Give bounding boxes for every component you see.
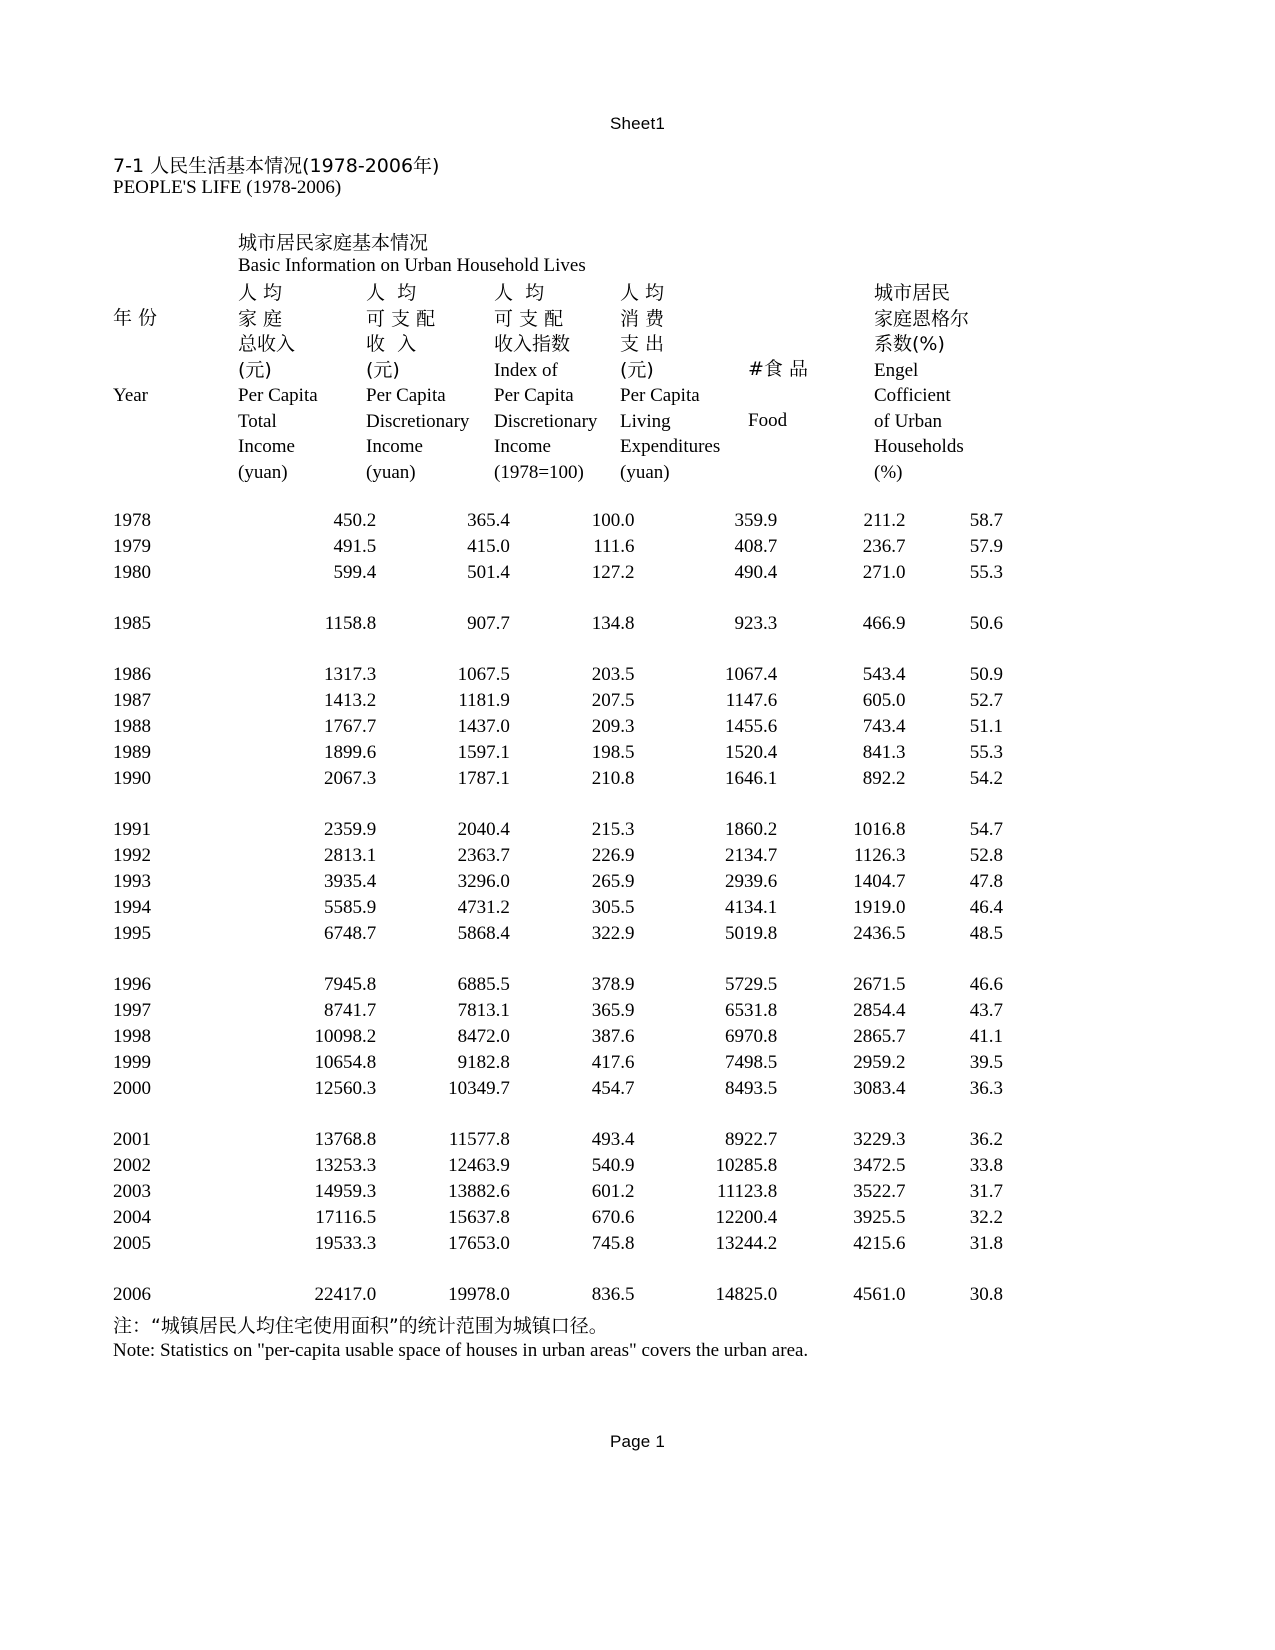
column-header-discretionary-income-cn-2: 可 支 配 [366, 307, 436, 330]
column-header-discretionary-index-cn-2: 可 支 配 [494, 307, 564, 330]
table-cell-exp: 7498.5 [725, 1052, 778, 1073]
column-header-engel-en-4: Households [874, 436, 964, 457]
table-cell-year: 1990 [113, 768, 151, 789]
table-cell-year: 1989 [113, 742, 151, 763]
table-cell-year: 1987 [113, 690, 151, 711]
table-cell-engel: 31.7 [969, 1181, 1003, 1202]
table-cell-year: 1995 [113, 923, 151, 944]
table-cell-disp: 501.4 [467, 562, 510, 583]
spacer-cell [113, 1257, 1003, 1282]
column-header-living-expenditures-en-3: Expenditures [620, 436, 721, 457]
table-cell-total: 10098.2 [314, 1026, 377, 1047]
table-cell-idx: 745.8 [591, 1233, 635, 1254]
column-header-discretionary-index-en-5: (1978=100) [494, 461, 584, 483]
column-header-discretionary-income-en-1: Per Capita [366, 385, 446, 406]
column-header-year [113, 306, 157, 408]
table-row [113, 1179, 1003, 1205]
table-cell-year: 2004 [113, 1207, 151, 1228]
table-cell-year: 1985 [113, 613, 151, 634]
table-cell-idx: 454.7 [591, 1078, 635, 1099]
table-cell-year: 2000 [113, 1078, 151, 1099]
column-header-living-expenditures-cn-2: 消 费 [620, 307, 665, 330]
table-cell-disp: 12463.9 [448, 1155, 510, 1176]
table-cell-total: 12560.3 [314, 1078, 377, 1099]
column-header-discretionary-index-en-3: Discretionary [494, 410, 598, 432]
column-header-engel-en-2: Cofficient [874, 385, 951, 406]
table-cell-disp: 1787.1 [457, 768, 510, 789]
table-cell-idx: 203.5 [591, 664, 635, 685]
table-row [113, 1231, 1003, 1257]
table-cell-exp: 4134.1 [725, 897, 778, 918]
column-header-engel-en-5: (%) [874, 461, 903, 483]
table-cell-food: 1016.8 [853, 819, 906, 840]
table-cell-food: 2854.4 [853, 1000, 906, 1021]
table-cell-year: 1996 [113, 974, 151, 995]
table-cell-idx: 540.9 [591, 1155, 635, 1176]
table-cell-idx: 111.6 [593, 536, 635, 557]
table-cell-engel: 39.5 [969, 1052, 1003, 1073]
table-cell-total: 599.4 [333, 562, 377, 583]
table-cell-engel: 52.7 [969, 690, 1003, 711]
table-cell-idx: 836.5 [591, 1284, 635, 1305]
table-cell-engel: 52.8 [969, 845, 1003, 866]
table-cell-food: 1919.0 [853, 897, 906, 918]
table-cell-exp: 5019.8 [725, 923, 778, 944]
table-cell-total: 3935.4 [324, 871, 377, 892]
table-cell-total: 450.2 [333, 510, 377, 531]
table-cell-total: 13768.8 [314, 1129, 377, 1150]
table-row [113, 534, 1003, 560]
table-cell-idx: 209.3 [591, 716, 635, 737]
table-cell-food: 2865.7 [853, 1026, 906, 1047]
column-header-total-income-en-2: Total [238, 410, 277, 432]
table-cell-idx: 670.6 [591, 1207, 635, 1228]
table-cell-food: 3083.4 [853, 1078, 906, 1099]
table-cell-disp: 365.4 [467, 510, 510, 531]
table-cell-engel: 58.7 [969, 510, 1003, 531]
table-cell-exp: 8493.5 [725, 1078, 778, 1099]
column-header-discretionary-index [494, 281, 597, 485]
table-cell-total: 2813.1 [324, 845, 377, 866]
table-cell-total: 17116.5 [315, 1207, 377, 1228]
table-body [113, 508, 1003, 1308]
table-cell-food: 236.7 [862, 536, 906, 557]
column-header-year-en: Year [113, 384, 149, 406]
table-cell-engel: 55.3 [969, 742, 1003, 763]
table-cell-disp: 7813.1 [457, 1000, 510, 1021]
spacer-cell [113, 1102, 1003, 1127]
column-header-discretionary-index-en-1: Index of [494, 359, 558, 381]
table-cell-food: 4215.6 [853, 1233, 906, 1254]
table-cell-exp: 2939.6 [725, 871, 778, 892]
table-cell-food: 2671.5 [853, 974, 906, 995]
table-cell-total: 13253.3 [314, 1155, 377, 1176]
table-cell-exp: 5729.5 [725, 974, 778, 995]
column-header-engel-cn-2: 家庭恩格尔 [874, 307, 970, 330]
table-cell-total: 1317.3 [324, 664, 377, 685]
table-cell-year: 1998 [113, 1026, 151, 1047]
table-cell-exp: 6970.8 [725, 1026, 778, 1047]
column-header-living-expenditures-cn-3: 支 出 [620, 333, 665, 355]
table-cell-engel: 50.6 [969, 613, 1003, 634]
table-cell-idx: 134.8 [591, 613, 635, 634]
table-cell-disp: 19978.0 [448, 1284, 510, 1305]
table-cell-exp: 10285.8 [715, 1155, 778, 1176]
table-row [113, 508, 1003, 534]
table-cell-year: 1988 [113, 716, 151, 737]
table-cell-engel: 46.4 [969, 897, 1003, 918]
column-header-discretionary-income [366, 281, 469, 485]
table-cell-idx: 601.2 [591, 1181, 635, 1202]
table-cell-disp: 5868.4 [457, 923, 510, 944]
table-cell-engel: 41.1 [969, 1026, 1003, 1047]
table-cell-idx: 378.9 [591, 974, 635, 995]
table-row [113, 843, 1003, 869]
table-row [113, 766, 1003, 792]
column-header-total-income-cn-4: (元) [238, 358, 272, 381]
table-cell-exp: 923.3 [734, 613, 778, 634]
table-cell-disp: 415.0 [467, 536, 510, 557]
column-header-living-expenditures-en-4: (yuan) [620, 461, 670, 483]
table-cell-total: 7945.8 [324, 974, 377, 995]
table-cell-idx: 305.5 [591, 897, 635, 918]
table-cell-disp: 9182.8 [457, 1052, 510, 1073]
table-row [113, 662, 1003, 688]
table-cell-disp: 11577.8 [448, 1129, 510, 1150]
table-row [113, 1153, 1003, 1179]
table-cell-food: 743.4 [862, 716, 906, 737]
table-cell-engel: 32.2 [969, 1207, 1003, 1228]
table-cell-engel: 33.8 [969, 1155, 1003, 1176]
table-row [113, 869, 1003, 895]
table-cell-year: 2006 [113, 1284, 151, 1305]
table-cell-total: 22417.0 [314, 1284, 377, 1305]
table-cell-exp: 359.9 [734, 510, 778, 531]
table-cell-disp: 17653.0 [448, 1233, 510, 1254]
column-header-discretionary-income-en-2: Discretionary [366, 410, 470, 432]
spacer [113, 357, 157, 383]
column-header-food-en: Food [748, 410, 788, 431]
table-cell-food: 543.4 [862, 664, 906, 685]
table-cell-engel: 47.8 [969, 871, 1003, 892]
table-cell-exp: 2134.7 [725, 845, 778, 866]
table-cell-exp: 14825.0 [715, 1284, 778, 1305]
table-cell-total: 14959.3 [314, 1181, 377, 1202]
table-cell-food: 3522.7 [853, 1181, 906, 1202]
table-cell-idx: 387.6 [591, 1026, 635, 1047]
group-heading-english: Basic Information on Urban Household Lives [238, 255, 586, 276]
table-cell-exp: 1860.2 [725, 819, 778, 840]
column-header-year-cn: 年 份 [113, 307, 158, 329]
table-cell-year: 2001 [113, 1129, 151, 1150]
column-header-engel-en-1: Engel [874, 359, 919, 381]
table-cell-total: 491.5 [333, 536, 377, 557]
table-row [113, 688, 1003, 714]
group-heading-chinese: 城市居民家庭基本情况 [238, 232, 429, 254]
table-cell-total: 2067.3 [324, 768, 377, 789]
spacer-cell [113, 947, 1003, 972]
table-cell-year: 2003 [113, 1181, 151, 1202]
table-cell-food: 2959.2 [853, 1052, 906, 1073]
table-cell-idx: 215.3 [591, 819, 635, 840]
table-cell-engel: 55.3 [969, 562, 1003, 583]
sheet-name-header: Sheet1 [609, 114, 666, 133]
table-cell-year: 2002 [113, 1155, 151, 1176]
table-cell-food: 4561.0 [853, 1284, 906, 1305]
table-cell-idx: 207.5 [591, 690, 635, 711]
page-number-footer: Page 1 [609, 1432, 666, 1451]
table-cell-disp: 8472.0 [457, 1026, 510, 1047]
table-row [113, 972, 1003, 998]
column-header-total-income-en-3: Income [238, 436, 295, 457]
table-cell-total: 19533.3 [314, 1233, 377, 1254]
table-cell-engel: 46.6 [969, 974, 1003, 995]
table-cell-food: 271.0 [862, 562, 906, 583]
table-cell-disp: 1181.9 [458, 690, 510, 711]
table-row [113, 895, 1003, 921]
table-cell-idx: 226.9 [591, 845, 635, 866]
note-english: Note: Statistics on "per-capita usable space of houses in urban areas" covers the urban area. [113, 1340, 809, 1361]
table-cell-food: 841.3 [862, 742, 906, 763]
table-row [113, 998, 1003, 1024]
table-cell-exp: 11123.8 [716, 1181, 778, 1202]
column-header-engel-cn-3: 系数(%) [874, 333, 945, 355]
table-title-english: PEOPLE'S LIFE (1978-2006) [113, 177, 342, 198]
table-cell-engel: 51.1 [969, 716, 1003, 737]
table-cell-disp: 10349.7 [448, 1078, 510, 1099]
table-cell-disp: 907.7 [467, 613, 510, 634]
column-header-discretionary-income-cn-3: 收 入 [366, 333, 417, 355]
table-cell-disp: 13882.6 [448, 1181, 510, 1202]
table-cell-year: 1994 [113, 897, 151, 918]
column-header-engel-coefficient [874, 281, 969, 485]
table-cell-idx: 100.0 [591, 510, 635, 531]
table-cell-exp: 12200.4 [715, 1207, 778, 1228]
table-cell-food: 466.9 [862, 613, 906, 634]
table-cell-exp: 1067.4 [725, 664, 778, 685]
table-cell-disp: 15637.8 [448, 1207, 510, 1228]
column-header-discretionary-index-en-2: Per Capita [494, 385, 574, 406]
table-cell-idx: 210.8 [591, 768, 635, 789]
note-chinese: 注：“城镇居民人均住宅使用面积”的统计范围为城镇口径。 [113, 1315, 608, 1337]
table-row [113, 611, 1003, 637]
table-cell-total: 1767.7 [324, 716, 377, 737]
table-cell-food: 3229.3 [853, 1129, 906, 1150]
spacer-cell [113, 792, 1003, 817]
table-cell-food: 211.2 [863, 510, 906, 531]
column-header-living-expenditures-cn-4: (元) [620, 358, 654, 381]
table-row [113, 740, 1003, 766]
table-cell-engel: 43.7 [969, 1000, 1003, 1021]
column-header-total-income-cn-2: 家 庭 [238, 307, 283, 330]
table-cell-year: 1997 [113, 1000, 151, 1021]
table-cell-disp: 1437.0 [457, 716, 510, 737]
table-row [113, 1076, 1003, 1102]
table-cell-year: 1993 [113, 871, 151, 892]
column-header-discretionary-income-en-4: (yuan) [366, 461, 416, 483]
table-cell-disp: 4731.2 [457, 897, 510, 918]
peoples-life-data-table [113, 508, 1003, 1308]
table-cell-total: 1899.6 [324, 742, 377, 763]
table-row-spacer [113, 947, 1003, 972]
table-row [113, 1050, 1003, 1076]
table-cell-idx: 265.9 [591, 871, 635, 892]
table-cell-engel: 50.9 [969, 664, 1003, 685]
table-cell-year: 1992 [113, 845, 151, 866]
table-cell-food: 892.2 [862, 768, 906, 789]
spacer-cell [113, 637, 1003, 662]
column-header-engel-en-3: of Urban [874, 410, 943, 432]
column-header-total-income-en-1: Per Capita [238, 385, 318, 406]
table-row [113, 1282, 1003, 1308]
table-row [113, 1127, 1003, 1153]
table-cell-exp: 1520.4 [725, 742, 778, 763]
table-cell-idx: 493.4 [591, 1129, 635, 1150]
table-cell-total: 1413.2 [324, 690, 377, 711]
table-cell-idx: 365.9 [591, 1000, 635, 1021]
table-cell-total: 10654.8 [314, 1052, 377, 1073]
table-cell-engel: 36.2 [969, 1129, 1003, 1150]
table-cell-year: 1978 [113, 510, 151, 531]
column-header-living-expenditures-en-2: Living [620, 410, 671, 432]
column-header-living-expenditures [620, 281, 720, 485]
column-header-total-income-en-4: (yuan) [238, 461, 288, 483]
table-cell-engel: 54.2 [969, 768, 1003, 789]
table-row [113, 560, 1003, 586]
table-cell-year: 2005 [113, 1233, 151, 1254]
column-header-discretionary-income-cn-4: (元) [366, 358, 400, 381]
column-header-discretionary-index-cn-1: 人 均 [494, 282, 545, 304]
table-cell-total: 6748.7 [324, 923, 377, 944]
table-cell-disp: 2363.7 [457, 845, 510, 866]
column-header-living-expenditures-cn-1: 人 均 [620, 282, 665, 304]
table-cell-exp: 6531.8 [725, 1000, 778, 1021]
table-cell-engel: 48.5 [969, 923, 1003, 944]
table-row-spacer [113, 637, 1003, 662]
table-cell-engel: 31.8 [969, 1233, 1003, 1254]
table-cell-exp: 1147.6 [725, 690, 778, 711]
column-header-discretionary-income-cn-1: 人 均 [366, 282, 417, 304]
table-cell-year: 1979 [113, 536, 151, 557]
table-cell-total: 1158.8 [324, 613, 377, 634]
table-cell-food: 3925.5 [853, 1207, 906, 1228]
table-row-spacer [113, 1102, 1003, 1127]
table-cell-total: 2359.9 [324, 819, 377, 840]
table-cell-total: 5585.9 [324, 897, 377, 918]
table-cell-year: 1986 [113, 664, 151, 685]
table-cell-year: 1999 [113, 1052, 151, 1073]
column-header-total-income-cn-3: 总收入 [238, 333, 296, 355]
table-cell-exp: 1455.6 [725, 716, 778, 737]
column-header-discretionary-index-cn-3: 收入指数 [494, 333, 571, 355]
column-header-food [748, 357, 808, 434]
column-header-total-income-cn-1: 人 均 [238, 282, 283, 304]
table-row [113, 921, 1003, 947]
table-cell-food: 2436.5 [853, 923, 906, 944]
table-cell-idx: 198.5 [591, 742, 635, 763]
table-cell-engel: 30.8 [969, 1284, 1003, 1305]
column-header-discretionary-index-en-4: Income [494, 436, 551, 457]
table-cell-food: 3472.5 [853, 1155, 906, 1176]
table-row [113, 714, 1003, 740]
table-cell-food: 605.0 [862, 690, 906, 711]
table-row-spacer [113, 792, 1003, 817]
table-cell-year: 1980 [113, 562, 151, 583]
table-cell-exp: 1646.1 [725, 768, 778, 789]
table-cell-disp: 6885.5 [457, 974, 510, 995]
table-cell-disp: 3296.0 [457, 871, 510, 892]
table-title-chinese [113, 151, 439, 178]
table-cell-idx: 322.9 [591, 923, 635, 944]
spacer [748, 383, 808, 409]
table-row [113, 1024, 1003, 1050]
table-cell-disp: 2040.4 [457, 819, 510, 840]
column-header-living-expenditures-en-1: Per Capita [620, 385, 700, 406]
table-cell-exp: 490.4 [734, 562, 778, 583]
table-cell-food: 1404.7 [853, 871, 906, 892]
table-title-chinese-text: 7-1 人民生活基本情况(1978-2006年) [113, 155, 440, 177]
table-cell-engel: 54.7 [969, 819, 1003, 840]
column-header-discretionary-income-en-3: Income [366, 436, 423, 457]
table-cell-idx: 417.6 [591, 1052, 635, 1073]
spacer [113, 332, 157, 358]
spacer-cell [113, 586, 1003, 611]
table-cell-disp: 1597.1 [457, 742, 510, 763]
column-header-total-income [238, 281, 318, 485]
table-cell-year: 1991 [113, 819, 151, 840]
table-row [113, 1205, 1003, 1231]
table-cell-food: 1126.3 [853, 845, 906, 866]
column-header-food-cn: #食 品 [748, 358, 808, 380]
table-row [113, 817, 1003, 843]
column-header-engel-cn-1: 城市居民 [874, 282, 951, 304]
table-cell-exp: 8922.7 [725, 1129, 778, 1150]
table-cell-exp: 408.7 [734, 536, 778, 557]
table-cell-engel: 57.9 [969, 536, 1003, 557]
table-row-spacer [113, 586, 1003, 611]
table-cell-total: 8741.7 [324, 1000, 377, 1021]
table-cell-exp: 13244.2 [715, 1233, 778, 1254]
table-cell-disp: 1067.5 [457, 664, 510, 685]
table-cell-idx: 127.2 [591, 562, 635, 583]
table-cell-engel: 36.3 [969, 1078, 1003, 1099]
table-row-spacer [113, 1257, 1003, 1282]
